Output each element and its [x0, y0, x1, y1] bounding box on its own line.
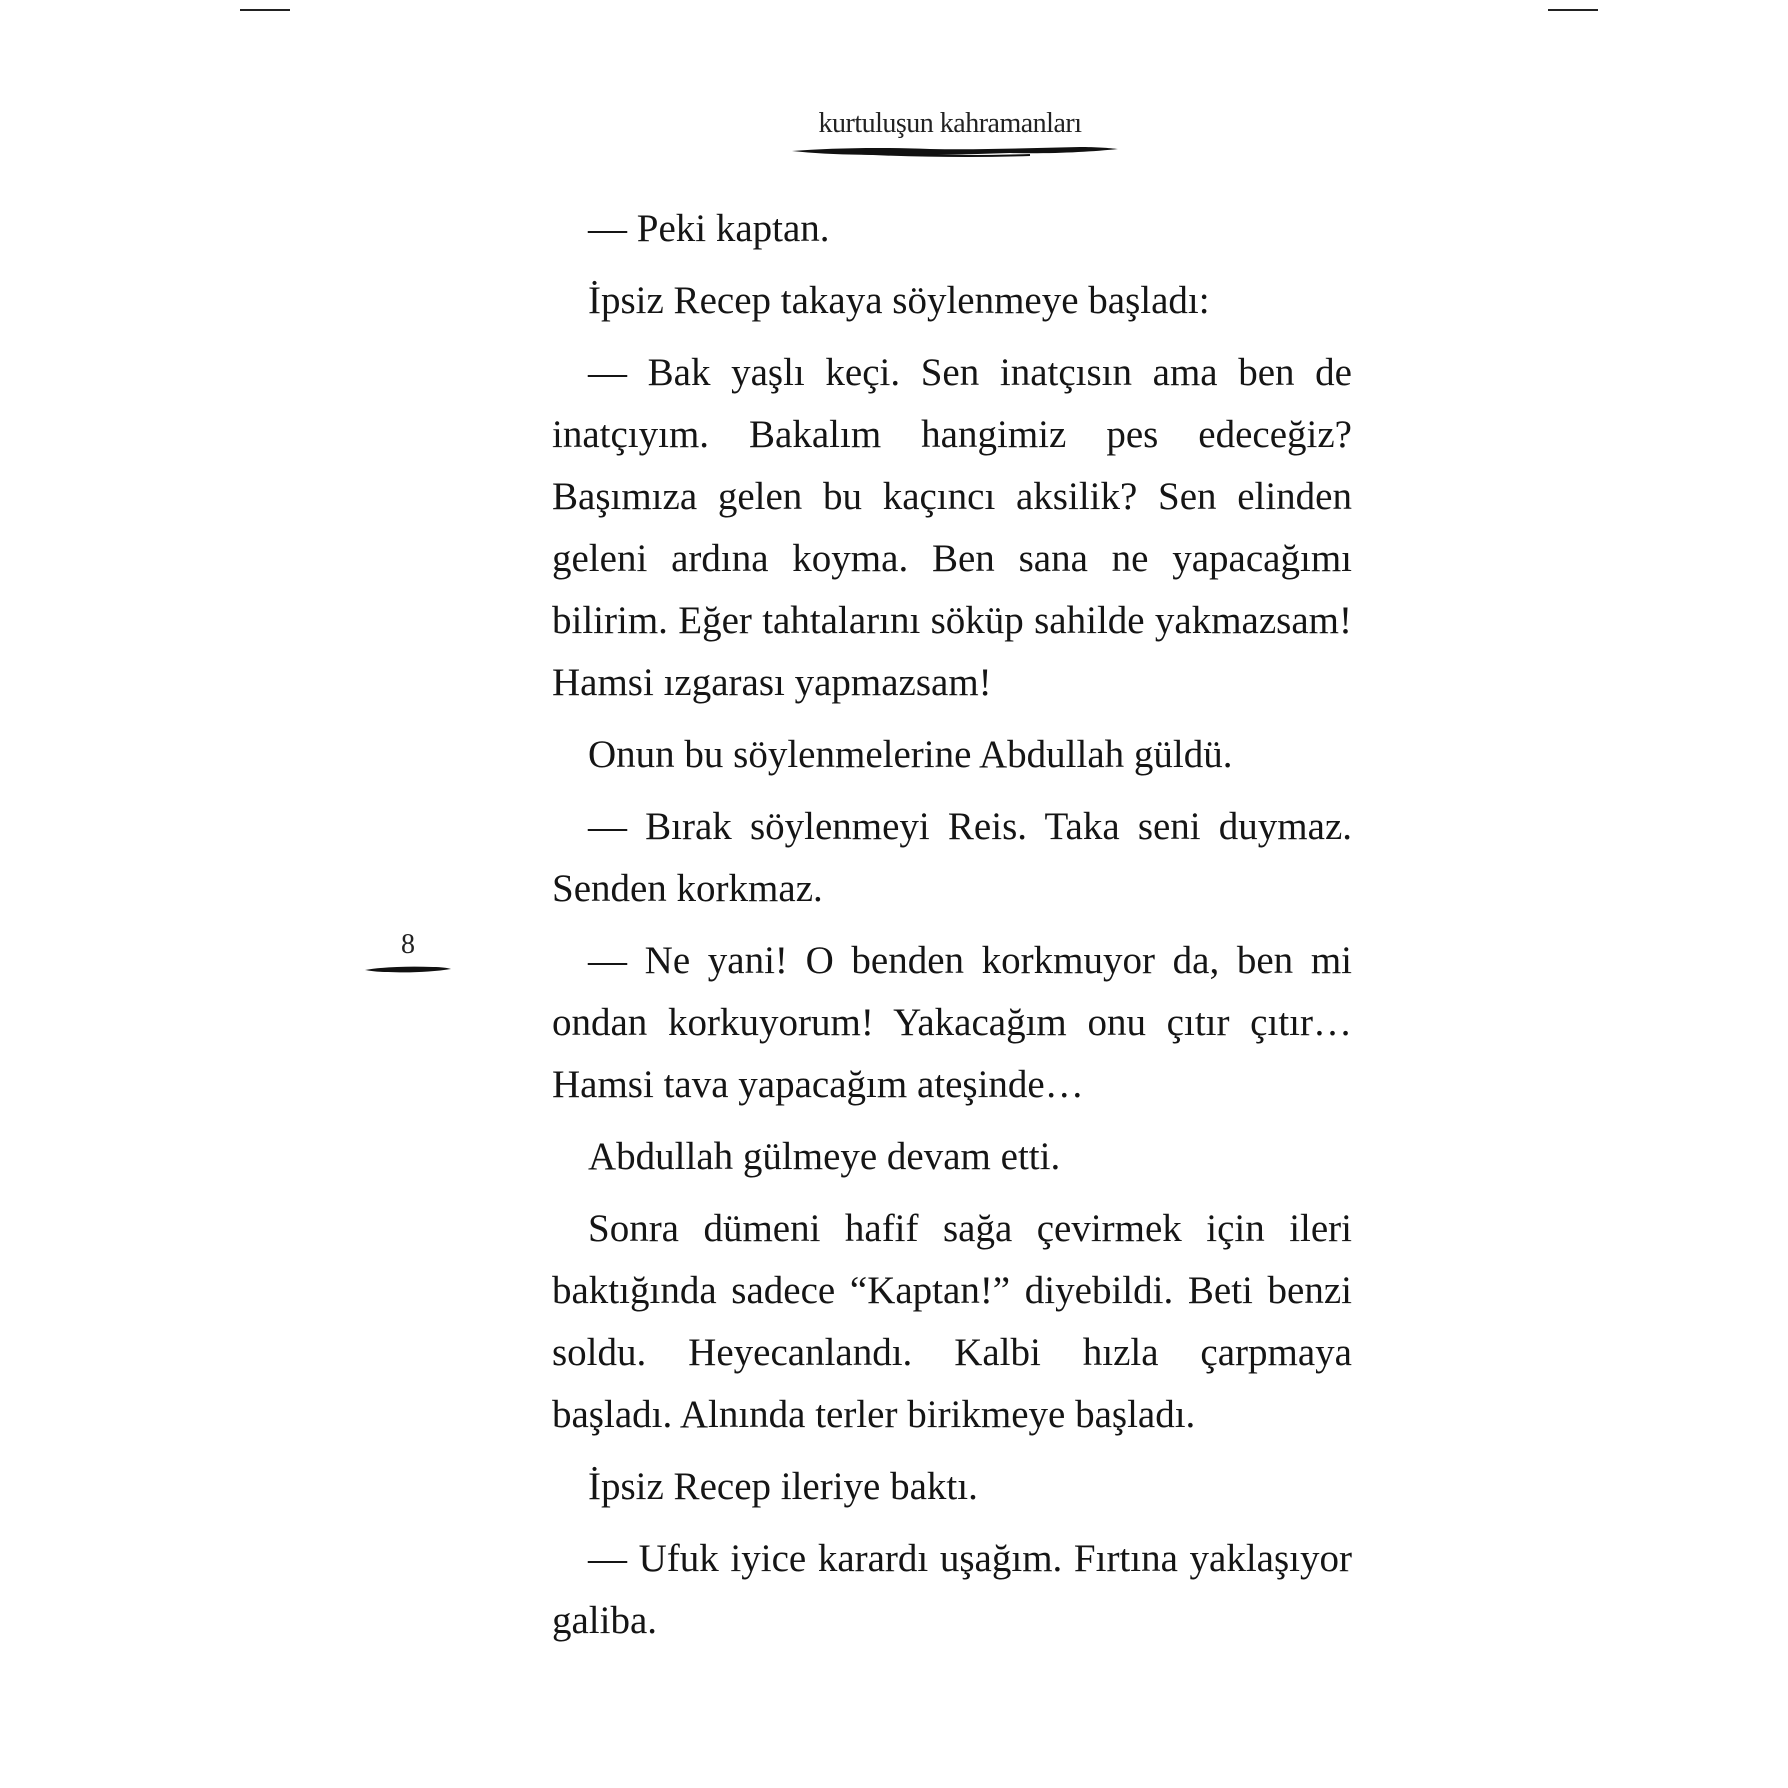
brush-stroke-ornament: [790, 144, 1120, 158]
paragraph-4: Onun bu söylenmelerine Abdullah güldü.: [588, 733, 1233, 776]
paragraph-9: İpsiz Recep ileriye baktı.: [588, 1465, 978, 1508]
paragraph-1: — Peki kaptan.: [588, 207, 830, 250]
running-head-title: kurtuluşun kahramanları: [818, 108, 1082, 139]
paragraph-10: — Ufuk iyice karardı uşağım. Fırtına yaklaşıyor galiba.: [552, 1537, 1352, 1642]
page-number-block: [360, 930, 456, 979]
crop-mark-left: [240, 9, 290, 11]
page-number-brush-icon: [363, 963, 453, 975]
page-number: 8: [401, 929, 415, 960]
paragraph-5: — Bırak söylenmeyi Reis. Taka seni duymaz. Senden korkmaz.: [552, 805, 1352, 910]
paragraph-6: — Ne yani! O benden korkmuyor da, ben mi ondan korkuyorum! Yakacağım onu çıtır çıtır… Hamsi tava yapacağım ateşinde…: [552, 939, 1352, 1106]
paragraph-2: İpsiz Recep takaya söylenmeye başladı:: [588, 279, 1210, 322]
paragraph-7: Abdullah gülmeye devam etti.: [588, 1135, 1061, 1178]
paragraph-8: Sonra dümeni hafif sağa çevirmek için ileri baktığında sadece “Kaptan!” diyebildi. Beti benzi soldu. Heyecanlandı. Kalbi hızla çarpmaya başladı. Alnında terler birikmeye başladı.: [552, 1207, 1352, 1436]
crop-mark-right: [1548, 9, 1598, 11]
paragraph-3: — Bak yaşlı keçi. Sen inatçısın ama ben de inatçıyım. Bakalım hangimiz pes edeceğiz? Başımıza gelen bu kaçıncı aksilik? Sen elinden geleni ardına koyma. Ben sana ne yapacağımı bilirim. Eğer tahtalarını söküp sahilde yakmazsam! Hamsi ızgarası yapmazsam!: [552, 351, 1352, 704]
body-text: [552, 198, 1352, 1662]
